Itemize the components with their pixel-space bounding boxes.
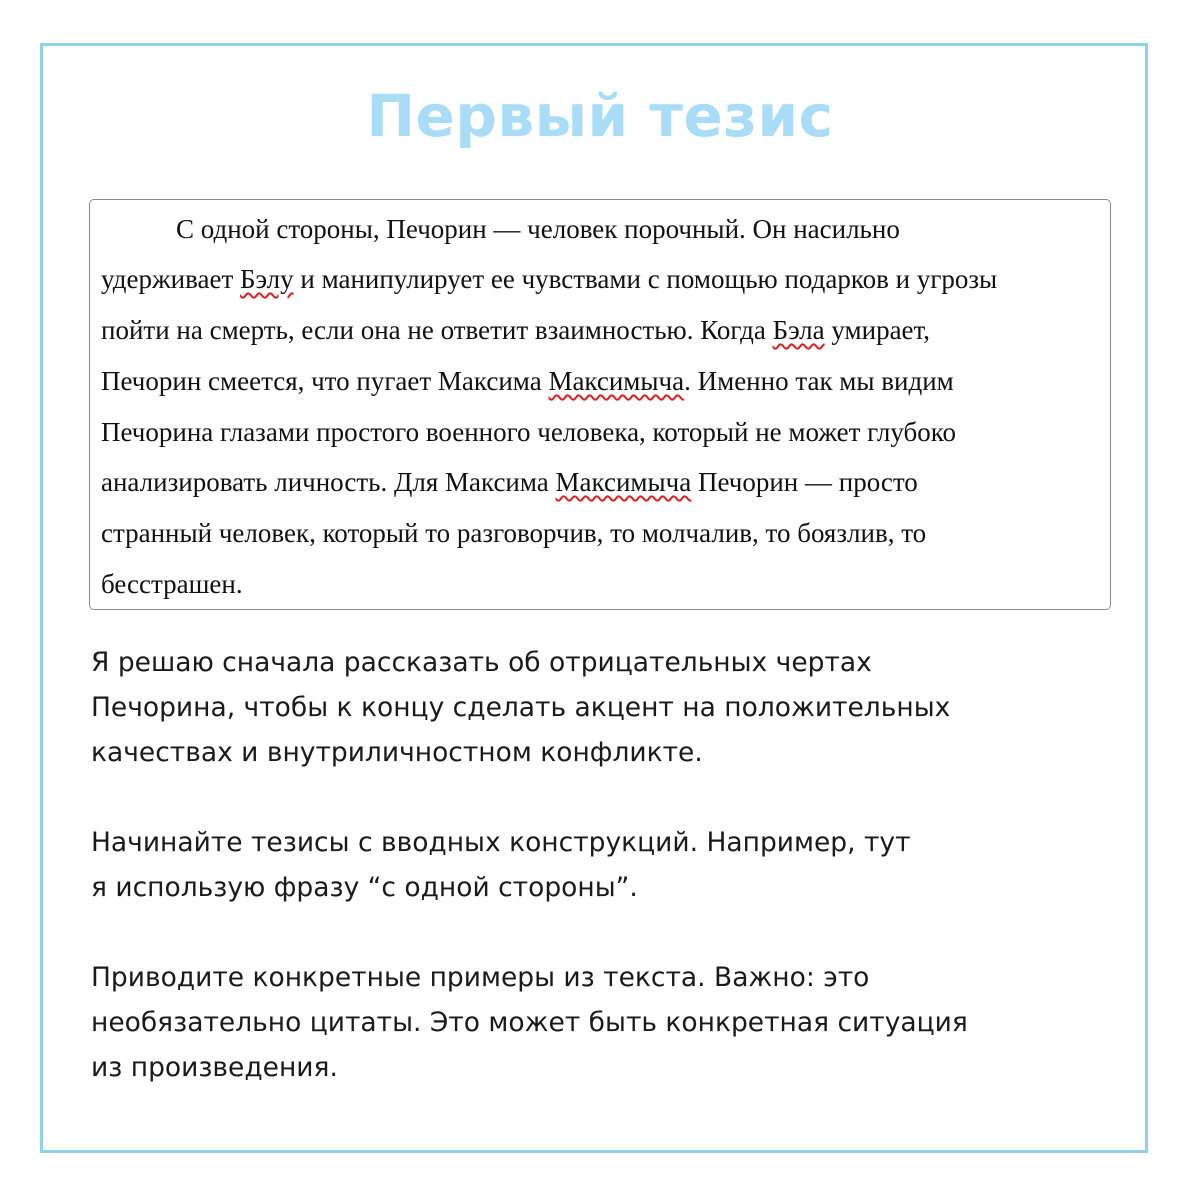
note-line: Приводите конкретные примеры из текста. Важно: это [91, 962, 870, 993]
excerpt-line: С одной стороны, Печорин — человек порочный. Он насильно [176, 214, 900, 244]
note-line: Начинайте тезисы с вводных конструкций. Например, тут [91, 827, 911, 858]
note-line: необязательно цитаты. Это может быть конкретная ситуация [91, 1007, 968, 1038]
misspelled-word: Максимыча [548, 366, 685, 396]
excerpt-line: Печорин смеется, что пугает Максима Максимыча. Именно так мы видим [101, 366, 954, 396]
note-line: из произведения. [91, 1052, 338, 1083]
excerpt-line: странный человек, который то разговорчив, то молчалив, то боязлив, то [101, 518, 927, 548]
essay-excerpt [89, 199, 1111, 610]
note-line: Я решаю сначала рассказать об отрицательных чертах [91, 647, 872, 678]
misspelled-word: Максимыча [555, 467, 692, 497]
note-line: я использую фразу “с одной стороны”. [91, 872, 638, 903]
excerpt-line: удерживает Бэлу и манипулирует ее чувствами с помощью подарков и угрозы [101, 264, 998, 294]
excerpt-line: бесстрашен. [101, 569, 243, 599]
page-title: Первый тезис [366, 82, 834, 150]
excerpt-line: пойти на смерть, если она не ответит взаимностью. Когда Бэла умирает, [101, 315, 931, 345]
note-line: качествах и внутриличностном конфликте. [91, 737, 703, 768]
misspelled-word: Бэлу [240, 264, 294, 294]
excerpt-line: анализировать личность. Для Максима Максимыча Печорин — просто [101, 467, 918, 497]
note-line: Печорина, чтобы к концу сделать акцент на положительных [91, 692, 951, 723]
misspelled-word: Бэла [772, 315, 825, 345]
excerpt-line: Печорина глазами простого военного человека, который не может глубоко [101, 417, 956, 447]
